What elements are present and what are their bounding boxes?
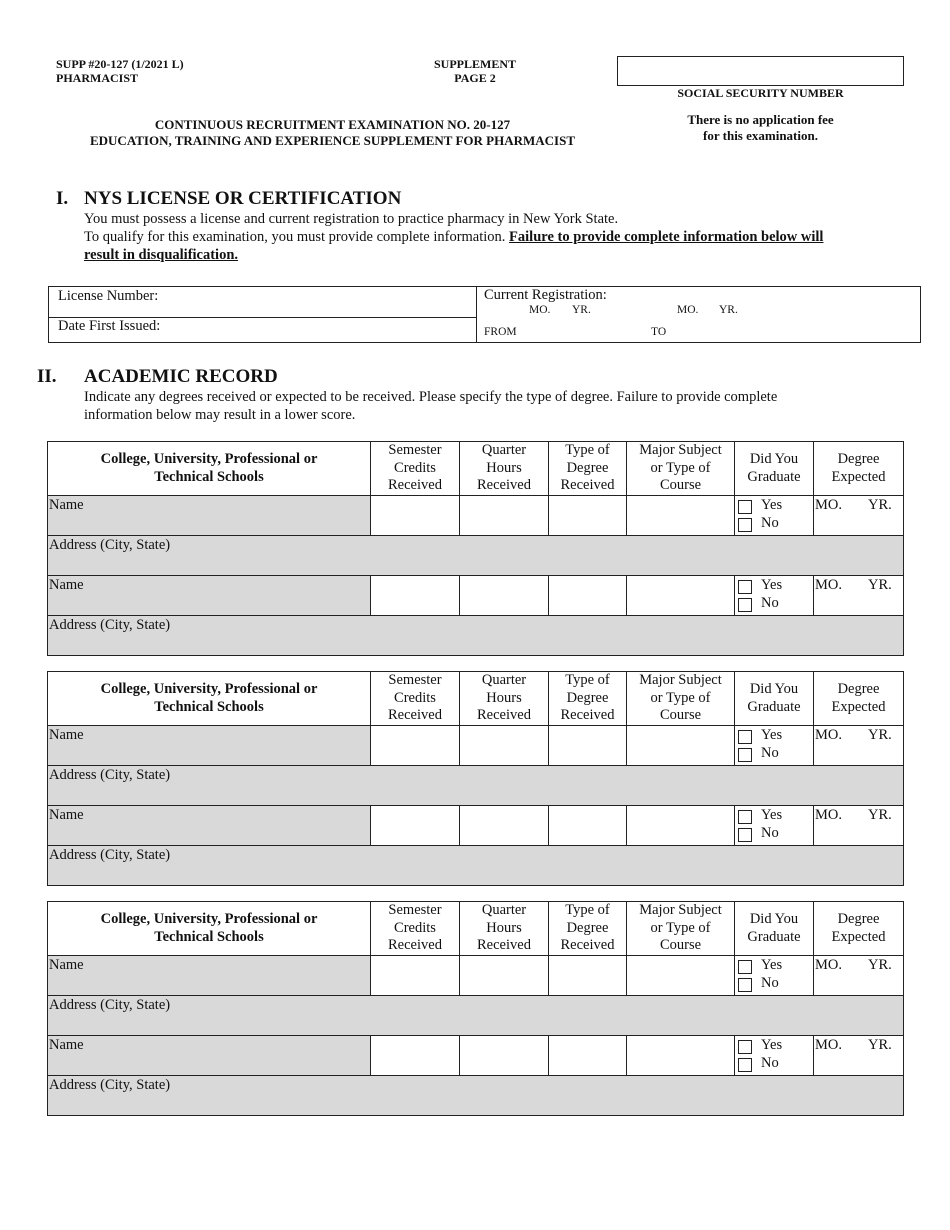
col-major-subject: Major Subject or Type of Course [627,902,735,956]
semester-credits-field[interactable] [371,726,460,766]
quarter-hours-field[interactable] [460,496,549,536]
school-name-field[interactable]: Name [48,956,371,996]
degree-expected-field[interactable] [814,576,904,616]
ssn-input[interactable] [617,56,904,86]
school-address-field[interactable]: Address (City, State) [48,846,904,886]
section1-para2 [84,228,884,246]
exam-title-line2: EDUCATION, TRAINING AND EXPERIENCE SUPPLEMENT FOR PHARMACIST [89,133,576,148]
reg-to-mo: MO. [677,304,699,316]
yes-checkbox[interactable] [738,730,752,744]
graduate-cell [735,806,814,846]
degree-type-field[interactable] [549,1036,627,1076]
yes-label: Yes [761,957,783,973]
exam-title-line1: CONTINUOUS RECRUITMENT EXAMINATION NO. 20-127 [154,117,511,132]
graduate-cell [735,956,814,996]
col-quarter-hours: Quarter Hours Received [460,672,549,726]
expected-yr: YR. [868,807,892,823]
semester-credits-field[interactable] [371,576,460,616]
degree-expected-field[interactable] [814,1036,904,1076]
yes-checkbox[interactable] [738,1040,752,1054]
yes-label: Yes [761,1037,783,1053]
graduate-cell [735,1036,814,1076]
col-school: College, University, Professional or Technical Schools [48,442,371,496]
expected-yr: YR. [868,727,892,743]
quarter-hours-field[interactable] [460,726,549,766]
expected-yr: YR. [868,577,892,593]
reg-to-label: TO [651,326,667,338]
quarter-hours-field[interactable] [460,576,549,616]
col-school: College, University, Professional or Technical Schools [48,672,371,726]
no-checkbox[interactable] [738,518,752,532]
quarter-hours-field[interactable] [460,1036,549,1076]
yes-label: Yes [761,497,783,513]
section1-title: NYS LICENSE OR CERTIFICATION [84,188,402,209]
date-first-issued-field[interactable]: Date First Issued: [58,318,161,334]
expected-mo: MO. [815,957,842,973]
section1-numeral: I. [56,188,69,209]
academic-table [47,441,904,656]
school-address-field[interactable]: Address (City, State) [48,616,904,656]
no-label: No [761,825,779,841]
section2-para1: Indicate any degrees received or expected to be received. Please specify the type of degree. Failure to provide complete [84,389,778,405]
col-semester-credits: Semester Credits Received [371,672,460,726]
major-subject-field[interactable] [627,726,735,766]
yes-label: Yes [761,807,783,823]
reg-to-yr: YR. [719,304,738,316]
graduate-cell [735,576,814,616]
fee-note-line2: for this examination. [703,128,818,143]
semester-credits-field[interactable] [371,1036,460,1076]
semester-credits-field[interactable] [371,496,460,536]
school-name-field[interactable]: Name [48,1036,371,1076]
reg-from-label: FROM [484,326,517,338]
yes-checkbox[interactable] [738,580,752,594]
form-id: SUPP #20-127 (1/2021 L) [56,57,184,71]
col-degree-type: Type of Degree Received [549,902,627,956]
col-quarter-hours: Quarter Hours Received [460,442,549,496]
no-checkbox[interactable] [738,598,752,612]
section1-warning-a: Failure to provide complete information below will [509,229,824,245]
license-table [48,286,921,343]
degree-expected-field[interactable] [814,496,904,536]
col-did-you-graduate: Did You Graduate [735,902,814,956]
col-semester-credits: Semester Credits Received [371,902,460,956]
section2-para2: information below may result in a lower score. [84,407,356,423]
ssn-label: SOCIAL SECURITY NUMBER [677,86,844,100]
no-label: No [761,515,779,531]
section1-warning-b: result in disqualification. [84,247,239,263]
col-major-subject: Major Subject or Type of Course [627,442,735,496]
yes-checkbox[interactable] [738,500,752,514]
col-degree-expected: Degree Expected [814,672,904,726]
major-subject-field[interactable] [627,806,735,846]
major-subject-field[interactable] [627,496,735,536]
reg-from-mo: MO. [529,304,551,316]
school-name-field[interactable]: Name [48,576,371,616]
col-did-you-graduate: Did You Graduate [735,442,814,496]
quarter-hours-field[interactable] [460,956,549,996]
school-name-field[interactable]: Name [48,806,371,846]
expected-mo: MO. [815,1037,842,1053]
no-checkbox[interactable] [738,1058,752,1072]
supplement-label: SUPPLEMENT [433,57,516,71]
school-address-field[interactable]: Address (City, State) [48,536,904,576]
expected-mo: MO. [815,727,842,743]
no-checkbox[interactable] [738,978,752,992]
col-degree-type: Type of Degree Received [549,672,627,726]
degree-type-field[interactable] [549,726,627,766]
yes-label: Yes [761,727,783,743]
col-semester-credits: Semester Credits Received [371,442,460,496]
quarter-hours-field[interactable] [460,806,549,846]
academic-table [47,901,904,1116]
no-label: No [761,1055,779,1071]
expected-yr: YR. [868,497,892,513]
degree-type-field[interactable] [549,806,627,846]
page-number: PAGE 2 [454,71,496,85]
school-address-field[interactable]: Address (City, State) [48,766,904,806]
col-major-subject: Major Subject or Type of Course [627,672,735,726]
expected-mo: MO. [815,577,842,593]
degree-expected-field[interactable] [814,956,904,996]
yes-checkbox[interactable] [738,810,752,824]
reg-from-yr: YR. [572,304,591,316]
current-registration-field[interactable]: Current Registration: [484,287,607,303]
degree-type-field[interactable] [549,576,627,616]
expected-yr: YR. [868,1037,892,1053]
degree-expected-field[interactable] [814,806,904,846]
semester-credits-field[interactable] [371,956,460,996]
no-label: No [761,745,779,761]
col-did-you-graduate: Did You Graduate [735,672,814,726]
school-name-field[interactable]: Name [48,496,371,536]
degree-type-field[interactable] [549,496,627,536]
graduate-cell [735,726,814,766]
expected-mo: MO. [815,497,842,513]
degree-type-field[interactable] [549,956,627,996]
col-quarter-hours: Quarter Hours Received [460,902,549,956]
major-subject-field[interactable] [627,576,735,616]
school-name-field[interactable]: Name [48,726,371,766]
license-number-field[interactable]: License Number: [58,288,159,304]
col-degree-expected: Degree Expected [814,902,904,956]
semester-credits-field[interactable] [371,806,460,846]
degree-expected-field[interactable] [814,726,904,766]
no-checkbox[interactable] [738,748,752,762]
col-degree-expected: Degree Expected [814,442,904,496]
major-subject-field[interactable] [627,956,735,996]
form-title-left: PHARMACIST [56,71,139,85]
graduate-cell [735,496,814,536]
no-checkbox[interactable] [738,828,752,842]
expected-mo: MO. [815,807,842,823]
academic-table [47,671,904,886]
section2-title: ACADEMIC RECORD [84,366,278,387]
col-degree-type: Type of Degree Received [549,442,627,496]
yes-label: Yes [761,577,783,593]
col-school: College, University, Professional or Technical Schools [48,902,371,956]
school-address-field[interactable]: Address (City, State) [48,996,904,1036]
no-label: No [761,595,779,611]
no-label: No [761,975,779,991]
fee-note-line1: There is no application fee [687,112,834,127]
section1-para2-text: To qualify for this examination, you must provide complete information. [84,229,506,245]
major-subject-field[interactable] [627,1036,735,1076]
yes-checkbox[interactable] [738,960,752,974]
school-address-field[interactable]: Address (City, State) [48,1076,904,1116]
expected-yr: YR. [868,957,892,973]
section1-para1: You must possess a license and current registration to practice pharmacy in New York State. [84,211,619,227]
section2-numeral: II. [37,366,57,387]
